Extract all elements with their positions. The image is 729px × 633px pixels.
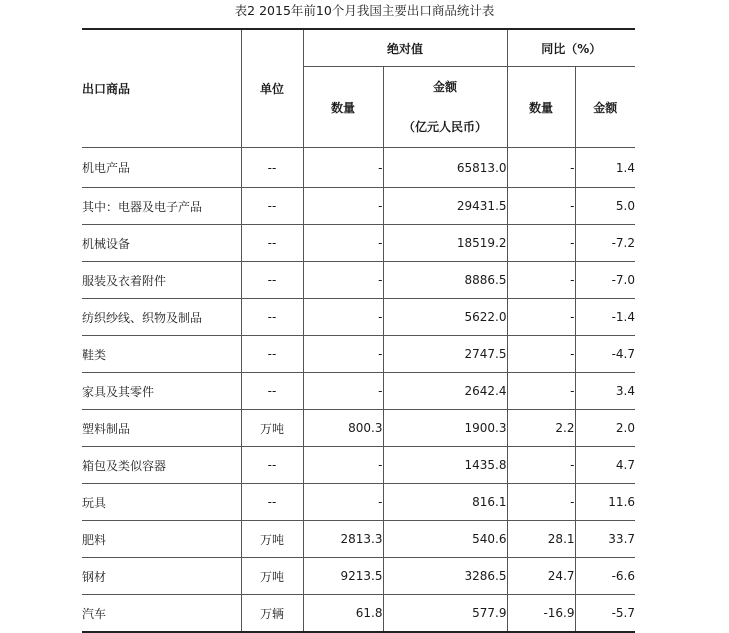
cell-quantity: - — [303, 484, 383, 521]
table-row — [82, 299, 635, 336]
cell-yoy-amount: 4.7 — [575, 447, 635, 484]
cell-amount: 5622.0 — [383, 299, 507, 336]
cell-product-name: 纺织纱线、织物及制品 — [82, 299, 241, 336]
cell-yoy-quantity: - — [507, 148, 575, 188]
cell-quantity: - — [303, 336, 383, 373]
table-row — [82, 336, 635, 373]
cell-product-name: 鞋类 — [82, 336, 241, 373]
cell-product-name: 其中：电器及电子产品 — [82, 188, 241, 225]
cell-unit: -- — [241, 336, 303, 373]
cell-yoy-quantity: - — [507, 484, 575, 521]
cell-unit: 万辆 — [241, 595, 303, 633]
cell-yoy-quantity: - — [507, 262, 575, 299]
cell-amount: 65813.0 — [383, 148, 507, 188]
cell-amount: 1435.8 — [383, 447, 507, 484]
cell-unit: -- — [241, 484, 303, 521]
cell-quantity: - — [303, 148, 383, 188]
table-row — [82, 225, 635, 262]
cell-quantity: - — [303, 447, 383, 484]
table-caption: 表2 2015年前10个月我国主要出口商品统计表 — [234, 3, 495, 18]
header-amount — [383, 67, 507, 148]
cell-yoy-amount: 3.4 — [575, 373, 635, 410]
cell-product-name: 服装及衣着附件 — [82, 262, 241, 299]
cell-yoy-quantity: 28.1 — [507, 521, 575, 558]
cell-amount: 816.1 — [383, 484, 507, 521]
cell-product-name: 钢材 — [82, 558, 241, 595]
table-row — [82, 558, 635, 595]
cell-amount: 1900.3 — [383, 410, 507, 447]
cell-quantity: - — [303, 225, 383, 262]
cell-product-name: 机电产品 — [82, 148, 241, 188]
cell-amount: 577.9 — [383, 595, 507, 633]
cell-yoy-amount: -7.0 — [575, 262, 635, 299]
cell-amount: 540.6 — [383, 521, 507, 558]
cell-yoy-quantity: - — [507, 373, 575, 410]
cell-unit: -- — [241, 299, 303, 336]
cell-amount: 2747.5 — [383, 336, 507, 373]
header-product: 出口商品 — [82, 29, 241, 148]
cell-yoy-amount: 2.0 — [575, 410, 635, 447]
cell-yoy-amount: -6.6 — [575, 558, 635, 595]
cell-yoy-amount: -1.4 — [575, 299, 635, 336]
cell-yoy-quantity: 24.7 — [507, 558, 575, 595]
cell-unit: -- — [241, 188, 303, 225]
cell-yoy-amount: 1.4 — [575, 148, 635, 188]
cell-yoy-quantity: - — [507, 447, 575, 484]
table-row — [82, 148, 635, 188]
table-row — [82, 595, 635, 633]
cell-yoy-amount: 11.6 — [575, 484, 635, 521]
cell-quantity: 800.3 — [303, 410, 383, 447]
export-stats-table — [82, 28, 635, 633]
cell-product-name: 汽车 — [82, 595, 241, 633]
table-row — [82, 447, 635, 484]
cell-yoy-amount: 33.7 — [575, 521, 635, 558]
header-amount-unit: （亿元人民币） — [403, 120, 488, 134]
table-row — [82, 484, 635, 521]
cell-unit: 万吨 — [241, 558, 303, 595]
cell-quantity: 2813.3 — [303, 521, 383, 558]
cell-yoy-quantity: - — [507, 188, 575, 225]
table-row — [82, 410, 635, 447]
header-unit: 单位 — [241, 29, 303, 148]
table-row — [82, 521, 635, 558]
table-row — [82, 188, 635, 225]
cell-quantity: 9213.5 — [303, 558, 383, 595]
cell-product-name: 塑料制品 — [82, 410, 241, 447]
cell-unit: -- — [241, 148, 303, 188]
header-absolute: 绝对值 — [303, 29, 507, 67]
header-yoy-amount: 金额 — [575, 67, 635, 148]
cell-quantity: 61.8 — [303, 595, 383, 633]
header-quantity: 数量 — [303, 67, 383, 148]
cell-yoy-amount: 5.0 — [575, 188, 635, 225]
cell-quantity: - — [303, 299, 383, 336]
cell-yoy-amount: -5.7 — [575, 595, 635, 633]
header-yoy-quantity: 数量 — [507, 67, 575, 148]
cell-yoy-quantity: - — [507, 336, 575, 373]
cell-yoy-amount: -7.2 — [575, 225, 635, 262]
table-row — [82, 373, 635, 410]
cell-quantity: - — [303, 373, 383, 410]
header-amount-label: 金额 — [433, 80, 458, 94]
cell-amount: 18519.2 — [383, 225, 507, 262]
cell-unit: -- — [241, 225, 303, 262]
cell-unit: -- — [241, 447, 303, 484]
header-yoy: 同比（%） — [507, 29, 635, 67]
cell-unit: 万吨 — [241, 410, 303, 447]
cell-unit: 万吨 — [241, 521, 303, 558]
cell-product-name: 肥料 — [82, 521, 241, 558]
cell-product-name: 箱包及类似容器 — [82, 447, 241, 484]
cell-yoy-amount: -4.7 — [575, 336, 635, 373]
table-row — [82, 262, 635, 299]
cell-amount: 2642.4 — [383, 373, 507, 410]
cell-quantity: - — [303, 188, 383, 225]
cell-amount: 3286.5 — [383, 558, 507, 595]
cell-yoy-quantity: -16.9 — [507, 595, 575, 633]
cell-product-name: 家具及其零件 — [82, 373, 241, 410]
cell-quantity: - — [303, 262, 383, 299]
cell-product-name: 机械设备 — [82, 225, 241, 262]
cell-yoy-quantity: - — [507, 225, 575, 262]
cell-yoy-quantity: 2.2 — [507, 410, 575, 447]
cell-product-name: 玩具 — [82, 484, 241, 521]
cell-unit: -- — [241, 373, 303, 410]
cell-unit: -- — [241, 262, 303, 299]
cell-yoy-quantity: - — [507, 299, 575, 336]
cell-amount: 29431.5 — [383, 188, 507, 225]
cell-amount: 8886.5 — [383, 262, 507, 299]
